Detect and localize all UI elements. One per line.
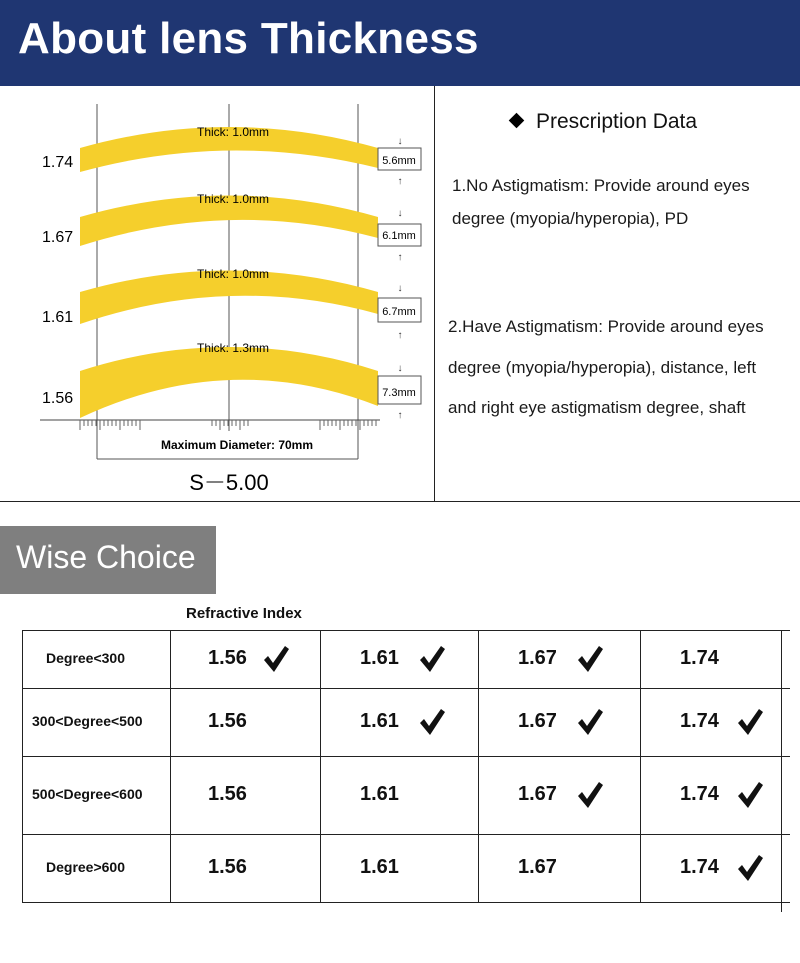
svg-text:↓: ↓	[397, 136, 403, 147]
check-mark-icon	[736, 708, 764, 741]
lens-center-thick: Thick: 1.0mm	[196, 267, 270, 281]
svg-text:↑: ↑	[397, 176, 403, 187]
refractive-index-value: 1.61	[360, 783, 399, 805]
refractive-index-value: 1.74	[680, 647, 719, 669]
prescription-heading: Prescription Data	[511, 110, 697, 134]
lens-center-thick: Thick: 1.0mm	[196, 125, 270, 139]
diameter-label: Maximum Diameter: 70mm	[160, 438, 314, 452]
wise-choice-title: Wise Choice	[16, 539, 196, 575]
check-mark-icon	[736, 854, 764, 887]
check-mark-icon	[736, 781, 764, 814]
lens-thickness-diagram	[0, 86, 434, 501]
refractive-index-value: 1.56	[208, 856, 247, 878]
lens-center-thick: Thick: 1.3mm	[196, 341, 270, 355]
check-mark-icon	[576, 645, 604, 678]
have-astig-line: 2.Have Astigmatism: Provide around eyes	[448, 317, 764, 336]
table-row-label: Degree<300	[46, 650, 126, 666]
check-mark-icon	[262, 645, 290, 678]
refractive-index-value: 1.56	[208, 647, 247, 669]
svg-text:↓: ↓	[397, 208, 403, 219]
prescription-panel	[436, 86, 800, 501]
table-row-label: Degree>600	[46, 859, 126, 875]
refractive-index-value: 1.74	[680, 856, 719, 878]
lens-edge-label: 7.3mm	[382, 387, 416, 399]
no-astig-line: degree (myopia/hyperopia), PD	[452, 209, 689, 228]
lens-index-label: 1.74	[42, 154, 74, 171]
check-mark-icon	[418, 708, 446, 741]
diamond-icon	[509, 113, 525, 129]
refractive-index-value: 1.67	[518, 783, 557, 805]
wise-choice-banner	[0, 526, 216, 594]
svg-text:↑: ↑	[397, 330, 403, 341]
lens-index-label: 1.61	[42, 309, 74, 326]
refractive-index-value: 1.67	[518, 647, 557, 669]
refractive-index-value: 1.67	[518, 710, 557, 732]
lens-edge-label: 6.7mm	[382, 306, 416, 318]
prescription-sphere-label: S－5.00	[189, 470, 269, 495]
refractive-index-value: 1.74	[680, 783, 719, 805]
svg-text:↓: ↓	[397, 363, 403, 374]
refractive-index-value: 1.61	[360, 710, 399, 732]
section-divider-horizontal	[0, 501, 800, 502]
lens-index-label: 1.67	[42, 229, 74, 246]
check-mark-icon	[576, 708, 604, 741]
svg-text:↑: ↑	[397, 410, 403, 421]
table-row-label: 300<Degree<500	[32, 713, 143, 729]
refractive-index-value: 1.61	[360, 647, 399, 669]
refractive-index-caption: Refractive Index	[186, 605, 302, 622]
refractive-index-value: 1.56	[208, 710, 247, 732]
have-astig-line: degree (myopia/hyperopia), distance, left	[448, 358, 757, 377]
table-row-label: 500<Degree<600	[32, 786, 143, 802]
lens-center-thick: Thick: 1.0mm	[196, 192, 270, 206]
check-mark-icon	[576, 781, 604, 814]
lens-edge-label: 6.1mm	[382, 230, 416, 242]
page-title: About lens Thickness	[18, 14, 479, 63]
header-banner	[0, 0, 800, 86]
lens-index-label: 1.56	[42, 390, 74, 407]
no-astig-line: 1.No Astigmatism: Provide around eyes	[452, 176, 750, 195]
svg-text:↑: ↑	[397, 252, 403, 263]
refractive-index-value: 1.56	[208, 783, 247, 805]
thickness-section	[0, 86, 800, 502]
check-mark-icon	[418, 645, 446, 678]
lens-edge-label: 5.6mm	[382, 155, 416, 167]
refractive-index-value: 1.61	[360, 856, 399, 878]
refractive-index-value: 1.74	[680, 710, 719, 732]
section-divider-vertical	[434, 86, 435, 502]
refractive-index-value: 1.67	[518, 856, 557, 878]
svg-text:↓: ↓	[397, 283, 403, 294]
have-astig-line: and right eye astigmatism degree, shaft	[448, 398, 746, 417]
